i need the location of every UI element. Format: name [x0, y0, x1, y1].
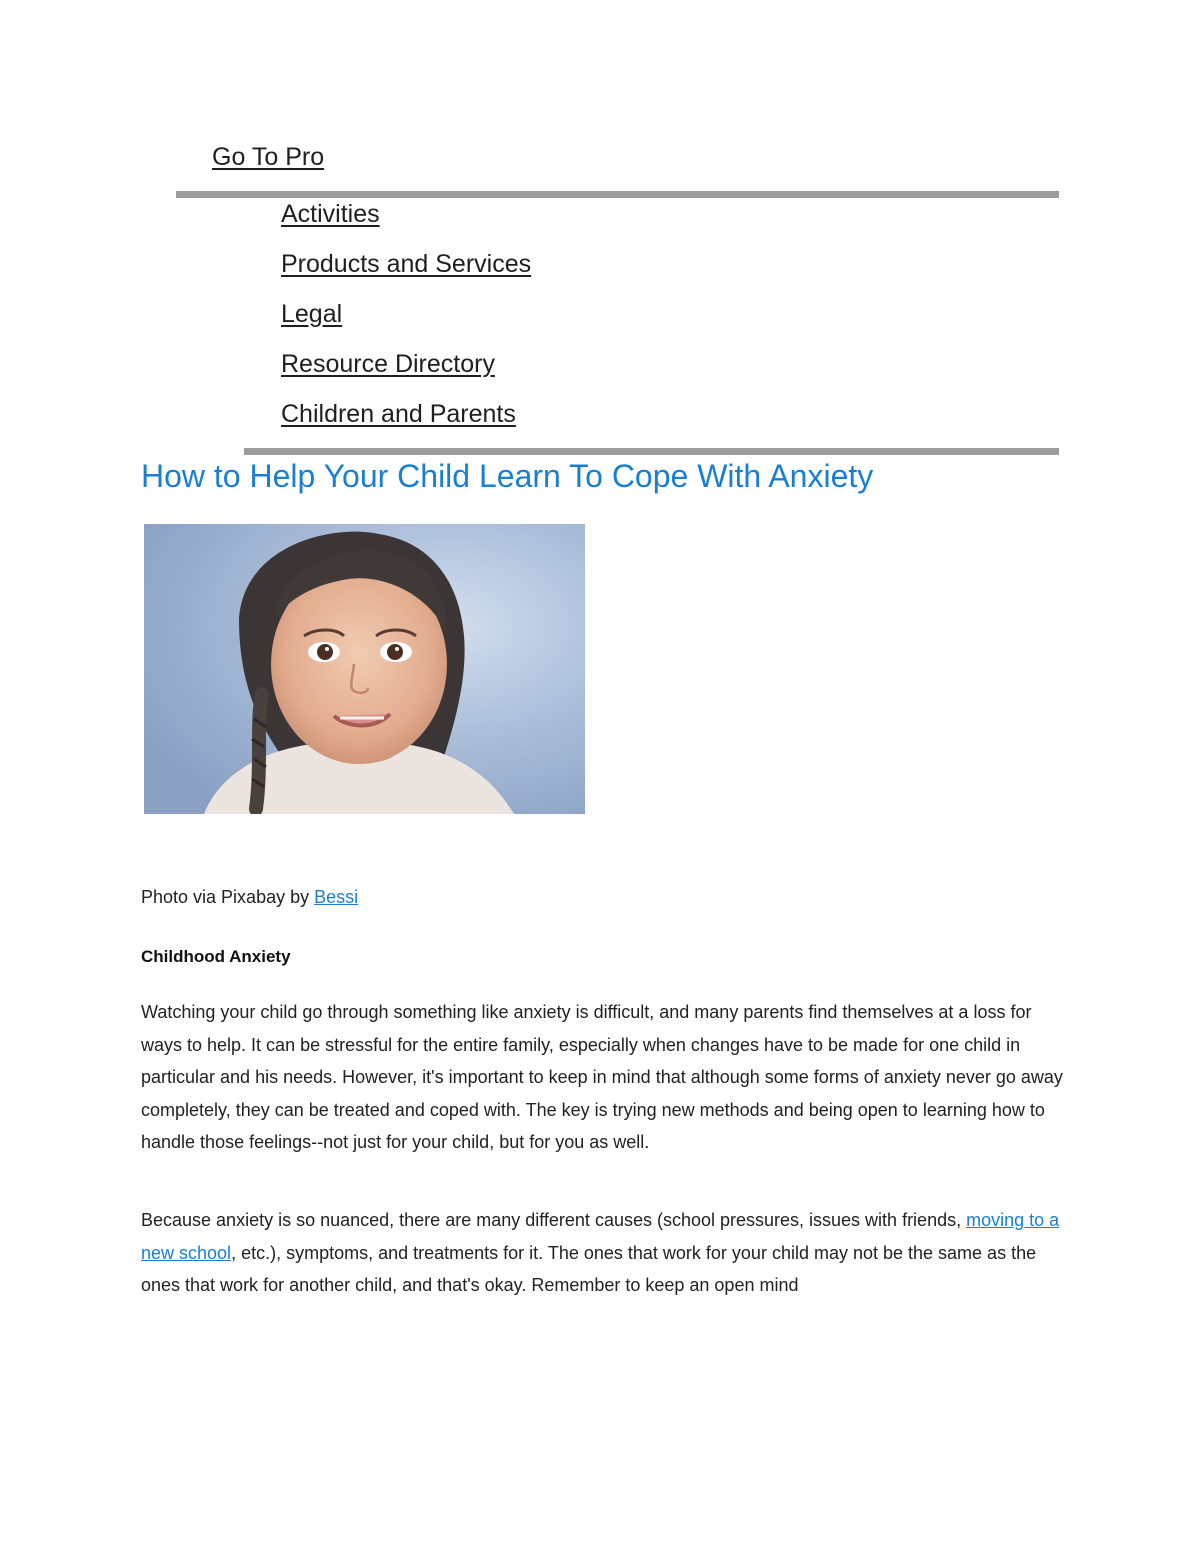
nav-link-resource-directory[interactable]: Resource Directory [281, 350, 495, 378]
nav-item-legal[interactable] [281, 299, 531, 349]
section-heading: Childhood Anxiety [141, 947, 291, 966]
caption-prefix: Photo via Pixabay by [141, 887, 315, 907]
nav-item-products-and-services[interactable] [281, 249, 531, 299]
article-title: How to Help Your Child Learn To Cope With Anxiety [141, 458, 874, 494]
nav-list [281, 199, 531, 449]
nav-link-legal[interactable]: Legal [281, 300, 343, 328]
nav-link-products-and-services[interactable]: Products and Services [281, 250, 532, 278]
child-photo-illustration [144, 524, 585, 814]
paragraph-2-text-after: , etc.), symptoms, and treatments for it. The ones that work for your child may not be the same as the ones that work for another child, and that's okay. Remember to keep an open mind [141, 1242, 1037, 1295]
photo-caption [141, 885, 358, 909]
go-to-pro-link[interactable]: Go To Pro [212, 143, 325, 171]
child-photo [144, 524, 585, 814]
paragraph-1: Watching your child go through something like anxiety is difficult, and many parents find themselves at a loss for ways to help. It can be stressful for the entire family, especially when changes have to be made for one child in particular and his needs. However, it's important to keep in mind that although some forms of anxiety never go away completely, they can be treated and coped with. The key is trying new methods and being open to learning how to handle those feelings--not just for your child, but for you as well. [141, 1002, 1063, 1152]
moving-to-new-school-link[interactable]: moving to a new school [141, 1210, 1060, 1263]
paragraph-2-text-before: Because anxiety is so nuanced, there are many different causes (school pressures, issues with friends, [141, 1210, 967, 1230]
nav-item-activities[interactable] [281, 199, 531, 249]
nav-item-children-and-parents[interactable] [281, 399, 531, 449]
photo-credit-link[interactable]: Bessi [314, 887, 359, 907]
nav-item-resource-directory[interactable] [281, 349, 531, 399]
paragraph-2 [141, 1204, 1071, 1302]
nav-link-activities[interactable]: Activities [281, 200, 380, 228]
top-divider [176, 191, 1059, 198]
bottom-divider [244, 448, 1059, 455]
nav-link-children-and-parents[interactable]: Children and Parents [281, 400, 516, 428]
